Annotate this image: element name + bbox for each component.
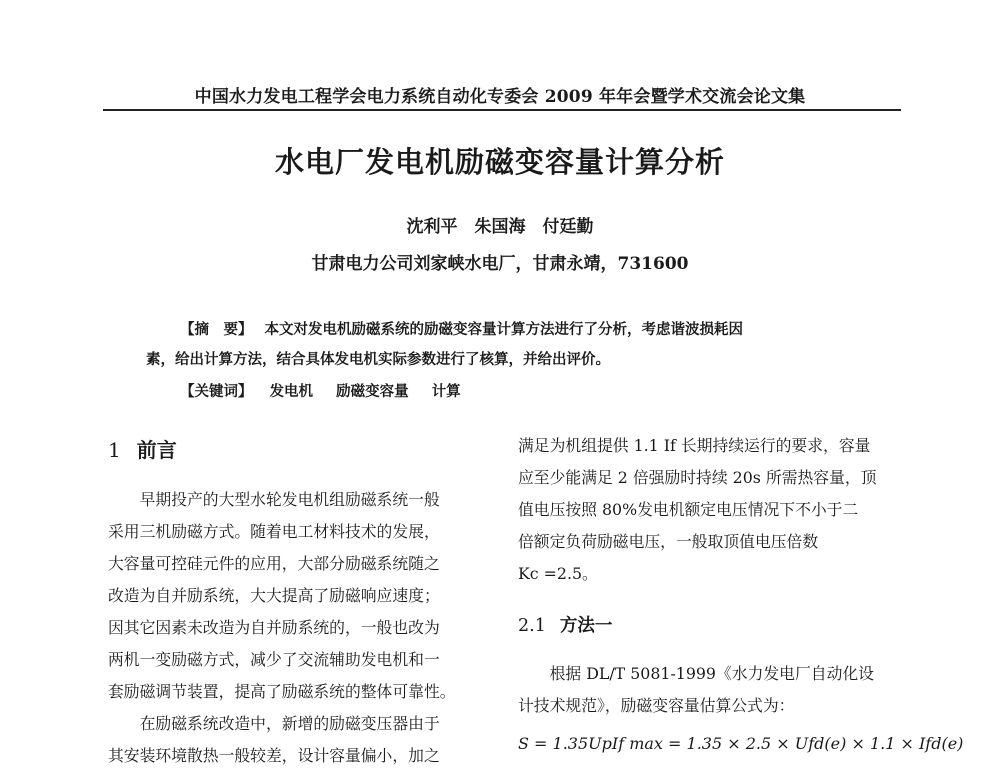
keywords — [180, 380, 900, 401]
abstract-text-line2: 素，给出计算方法，结合具体发电机实际参数进行了核算，并给出评价。 — [146, 351, 610, 368]
header-rule — [103, 109, 901, 111]
section-title: 前言 — [136, 438, 177, 462]
abstract-text-line1: 本文对发电机励磁系统的励磁变容量计算方法进行了分析，考虑谐波损耗因 — [264, 321, 743, 338]
keyword: 励磁变容量 — [336, 383, 409, 400]
text-line: 根据 DL/T 5081-1999《水力发电厂自动化设 — [549, 664, 874, 683]
section-number: 1 — [108, 438, 121, 462]
subsection-title: 方法一 — [559, 616, 613, 636]
text-line: 其安装环境散热一般较差，设计容量偏小，加之 — [108, 746, 440, 765]
keyword: 发电机 — [269, 383, 314, 400]
continued-paragraph — [518, 430, 903, 590]
text-line: 大容量可控硅元件的应用，大部分励磁系统随之 — [108, 554, 440, 573]
text-line: 因其它因素未改造为自并励系统的，一般也改为 — [108, 618, 440, 637]
keywords-label: 【关键词】 — [180, 383, 253, 400]
text-line: 应至少能满足 2 倍强励时持续 20s 所需热容量，顶 — [518, 468, 877, 487]
text-line: 改造为自并励系统，大大提高了励磁响应速度； — [108, 586, 440, 605]
abstract-label: 【摘 要】 — [180, 321, 253, 338]
text-line: 两机一变励磁方式，减少了交流辅助发电机和一 — [108, 650, 440, 669]
right-column — [518, 430, 964, 760]
text-line: 在励磁系统改造中，新增的励磁变压器由于 — [139, 714, 440, 733]
text-line: 倍额定负荷励磁电压，一般取顶值电压倍数 — [518, 532, 819, 551]
subsection-heading — [518, 608, 903, 644]
running-header: 中国水力发电工程学会电力系统自动化专委会 2009 年年会暨学术交流会论文集 — [194, 87, 806, 107]
capacity-formula: S = 1.35UpIf max = 1.35 × 2.5 × Ufd(e) × 1.1 × Ifd(e) — [518, 734, 964, 753]
keyword: 计算 — [431, 383, 461, 400]
text-line: 套励磁调节装置，提高了励磁系统的整体可靠性。 — [108, 682, 456, 701]
method-paragraph — [518, 658, 903, 722]
text-line: 值电压按照 80%发电机额定电压情况下不小于二 — [518, 500, 859, 519]
section-heading — [108, 430, 488, 470]
authors: 沈利平 朱国海 付廷勤 — [406, 217, 594, 237]
abstract — [180, 318, 900, 339]
text-line: Kc =2.5。 — [518, 564, 598, 583]
text-line: 计技术规范》，励磁变容量估算公式为： — [518, 696, 795, 715]
left-column — [108, 430, 488, 772]
text-line: 采用三机励磁方式。随着电工材料技术的发展， — [108, 522, 440, 541]
text-line: 早期投产的大型水轮发电机组励磁系统一般 — [139, 490, 440, 509]
affiliation: 甘肃电力公司刘家峡水电厂，甘肃永靖，731600 — [311, 254, 689, 274]
subsection-number: 2.1 — [518, 616, 546, 636]
intro-paragraph-2 — [108, 708, 488, 772]
paper-title: 水电厂发电机励磁变容量计算分析 — [274, 145, 725, 179]
intro-paragraph-1 — [108, 484, 488, 708]
text-line: 满足为机组提供 1.1 If 长期持续运行的要求，容量 — [518, 436, 871, 455]
